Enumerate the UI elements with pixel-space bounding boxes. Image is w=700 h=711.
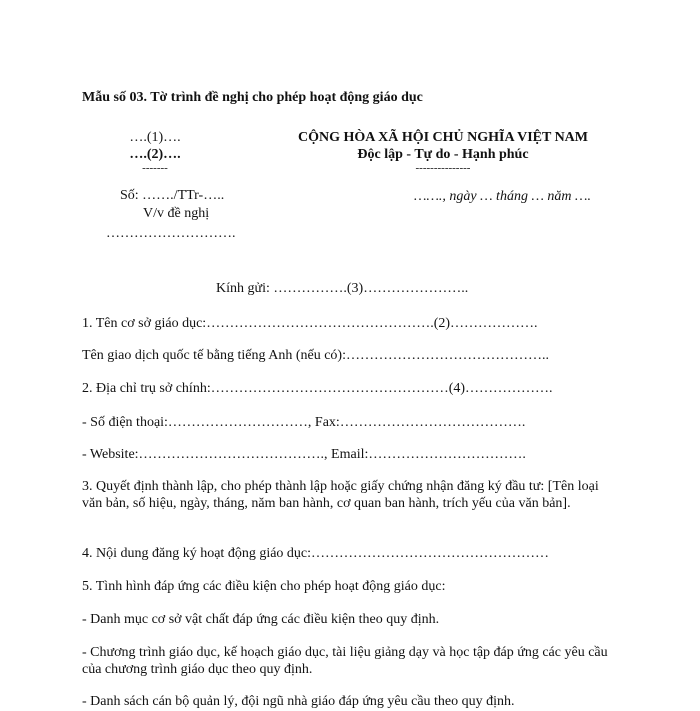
left-divider: -------	[142, 162, 168, 174]
item-curriculum: - Chương trình giáo dục, kế hoạch giáo dục, tài liệu giảng dạy và học tập đáp ứng các yêu cầu của chương trình giáo dục theo quy định.	[82, 645, 608, 677]
subject-line: V/v đề nghị	[143, 206, 210, 221]
agency-line-1: ….(1)….	[129, 130, 181, 145]
item-registration-content: 4. Nội dung đăng ký hoạt động giáo dục:……………………………………………	[82, 546, 550, 561]
country-name: CỘNG HÒA XÃ HỘI CHỦ NGHĨA VIỆT NAM	[297, 130, 588, 145]
document-heading: Mẫu số 03. Tờ trình đề nghị cho phép hoạt động giáo dục	[82, 90, 423, 105]
recipient: Kính gửi: …………….(3)…………………..	[216, 281, 469, 296]
item-conditions: 5. Tình hình đáp ứng các điều kiện cho phép hoạt động giáo dục:	[82, 579, 446, 594]
document-number: Số: ……./TTr-…..	[120, 188, 225, 203]
item-english-name: Tên giao dịch quốc tế bằng tiếng Anh (nếu có):……………………………………..	[82, 348, 549, 363]
right-divider: ---------------	[415, 162, 471, 174]
date-line: ……., ngày … tháng … năm ….	[414, 189, 591, 204]
item-address: 2. Địa chỉ trụ sở chính:……………………………………………(4)……………….	[82, 381, 553, 396]
item-decision: 3. Quyết định thành lập, cho phép thành lập hoặc giấy chứng nhận đăng ký đầu tư: [Tên loại văn bản, số hiệu, ngày, tháng, năm ban hành, cơ quan ban hành, trích yếu của văn bản].	[82, 479, 599, 511]
item-staff: - Danh sách cán bộ quản lý, đội ngũ nhà giáo đáp ứng yêu cầu theo quy định.	[82, 694, 515, 709]
agency-line-2: ….(2)….	[129, 147, 181, 162]
item-school-name: 1. Tên cơ sở giáo dục:………………………………………….(2)……………….	[82, 316, 538, 331]
item-phone-fax: - Số điện thoại:…………………………, Fax:………………………………….	[82, 415, 526, 430]
item-website-email: - Website:…………………………………., Email:…………………………….	[82, 447, 526, 462]
national-motto: Độc lập - Tự do - Hạnh phúc	[357, 147, 529, 162]
subject-dots: ……………………….	[106, 226, 236, 241]
item-facilities: - Danh mục cơ sở vật chất đáp ứng các điều kiện theo quy định.	[82, 612, 440, 627]
